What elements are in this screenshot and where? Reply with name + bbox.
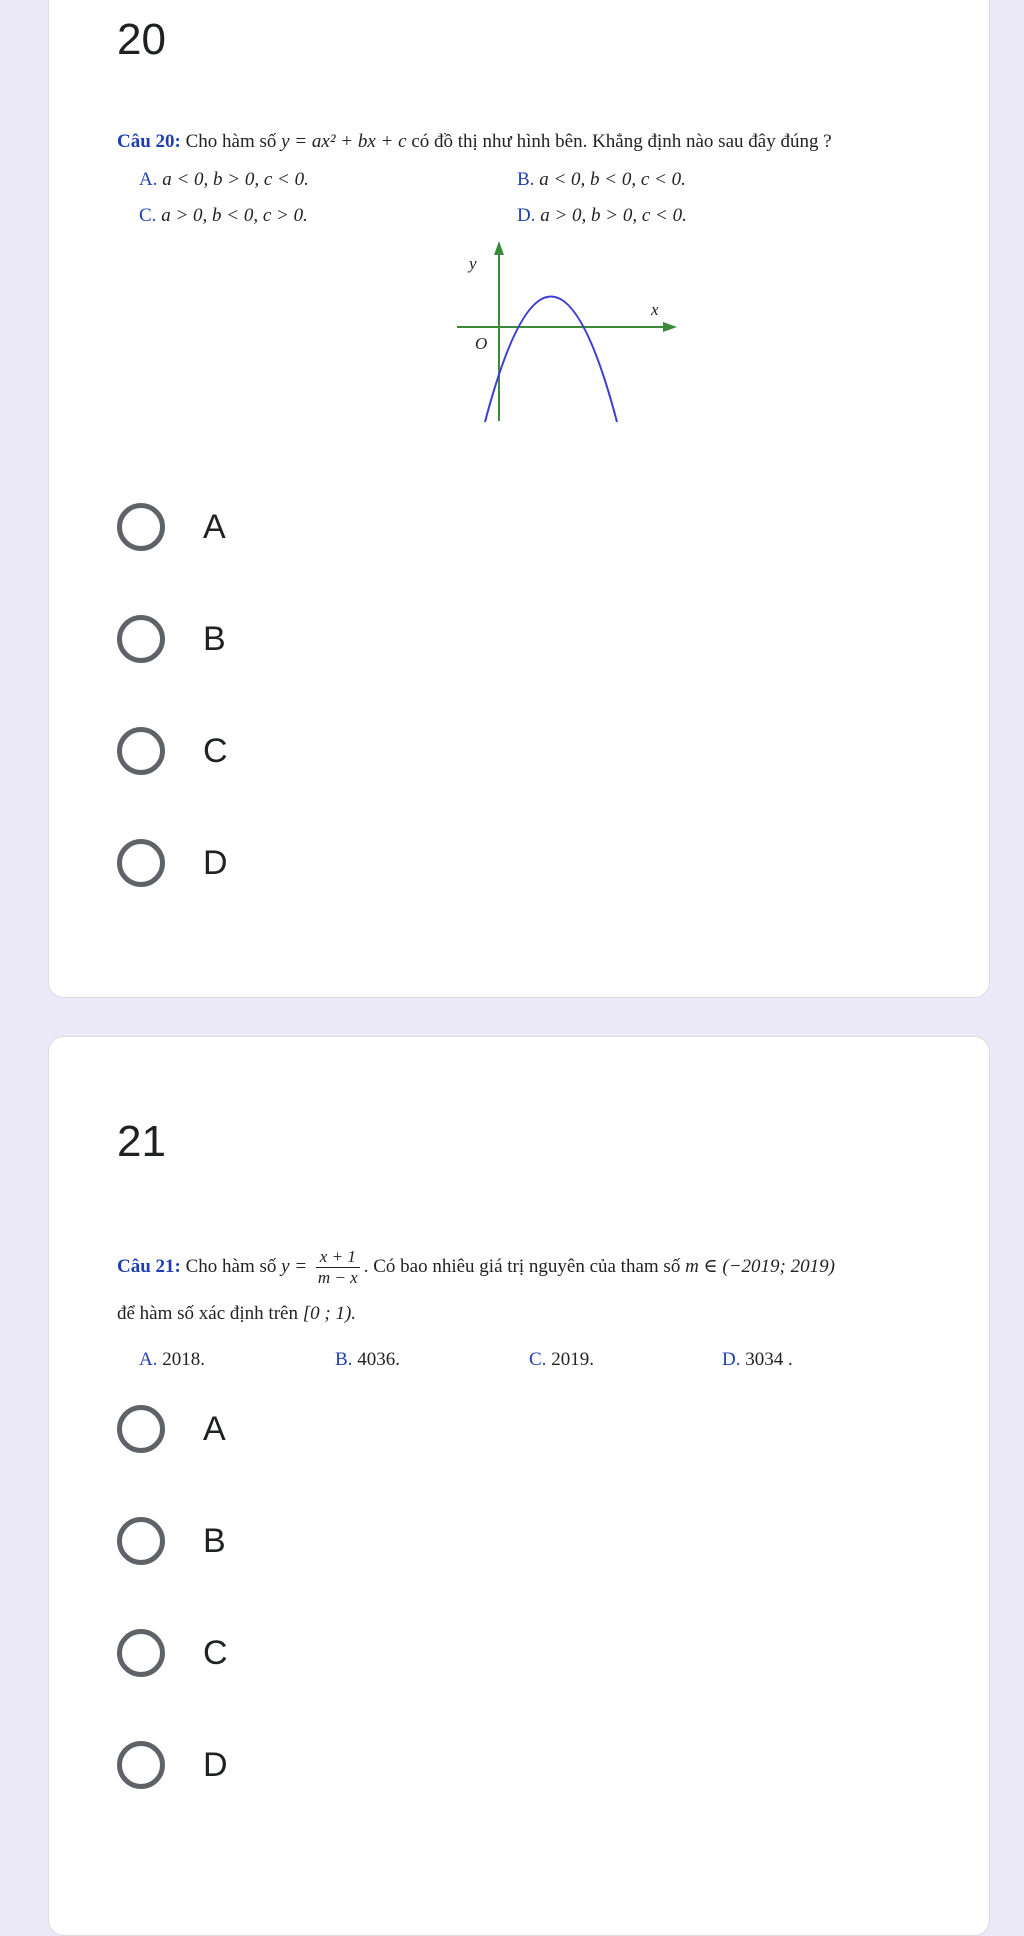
formula: y = ax² + bx + c [281,131,407,152]
option-d[interactable] [117,1735,417,1795]
option-label: B [203,1521,226,1560]
question-stem: Câu 21: Cho hàm số y = $\frac{x + 1}{m - x}$ . Có bao nhiêu giá trị nguyên của tham số m ∈ (−2019; 2019) [117,1247,835,1287]
option-d[interactable] [117,833,417,893]
question-number: 21 [117,1117,166,1166]
question-label: Câu 21: [117,1255,181,1277]
parabola-curve [485,297,617,423]
choice-c: C. 2019. [529,1349,594,1370]
question-label: Câu 20: [117,131,181,152]
question-card-21 [48,1036,990,1936]
option-label: D [203,843,228,882]
option-label: D [203,1745,228,1784]
fraction: $\frac{x + 1}{m - x}$ [317,1247,358,1287]
option-b[interactable] [117,1511,417,1571]
choice-a: A. a < 0, b > 0, c < 0. [139,169,309,190]
radio-button[interactable] [117,839,165,887]
radio-button[interactable] [117,1741,165,1789]
option-a[interactable] [117,1399,417,1459]
radio-button[interactable] [117,1629,165,1677]
option-label: B [203,619,226,658]
interval: [0 ; 1). [302,1303,357,1324]
question-card-20 [48,0,990,998]
radio-button[interactable] [117,615,165,663]
parabola-graph [455,239,685,439]
x-axis-label: x [651,300,659,319]
question-number: 20 [117,15,166,64]
radio-button[interactable] [117,1405,165,1453]
y-axis-arrow [494,241,504,255]
choice-d: D. a > 0, b > 0, c < 0. [517,205,687,226]
option-a[interactable] [117,497,417,557]
choice-b: B. 4036. [335,1349,400,1370]
choice-a: A. 2018. [139,1349,205,1370]
option-label: A [203,1409,226,1448]
option-b[interactable] [117,609,417,669]
origin-label: O [475,334,488,353]
choice-d: D. 3034 . [722,1349,793,1370]
radio-button[interactable] [117,727,165,775]
question-image [117,1247,949,1407]
option-c[interactable] [117,721,417,781]
choice-b: B. a < 0, b < 0, c < 0. [517,169,686,190]
question-stem-line2: để hàm số xác định trên [0 ; 1). [117,1303,357,1324]
option-c[interactable] [117,1623,417,1683]
parameter-range: m ∈ (−2019; 2019) [685,1255,835,1277]
option-label: C [203,731,228,770]
x-axis-arrow [663,322,677,332]
radio-button[interactable] [117,503,165,551]
choice-c: C. a > 0, b < 0, c > 0. [139,205,308,226]
radio-button[interactable] [117,1517,165,1565]
question-image [117,131,949,451]
y-axis-label: y [469,254,477,273]
option-label: C [203,1633,228,1672]
option-label: A [203,507,226,546]
question-stem: Câu 20: Cho hàm số y = ax² + bx + c có đồ thị như hình bên. Khẳng định nào sau đây đúng ? [117,131,832,152]
